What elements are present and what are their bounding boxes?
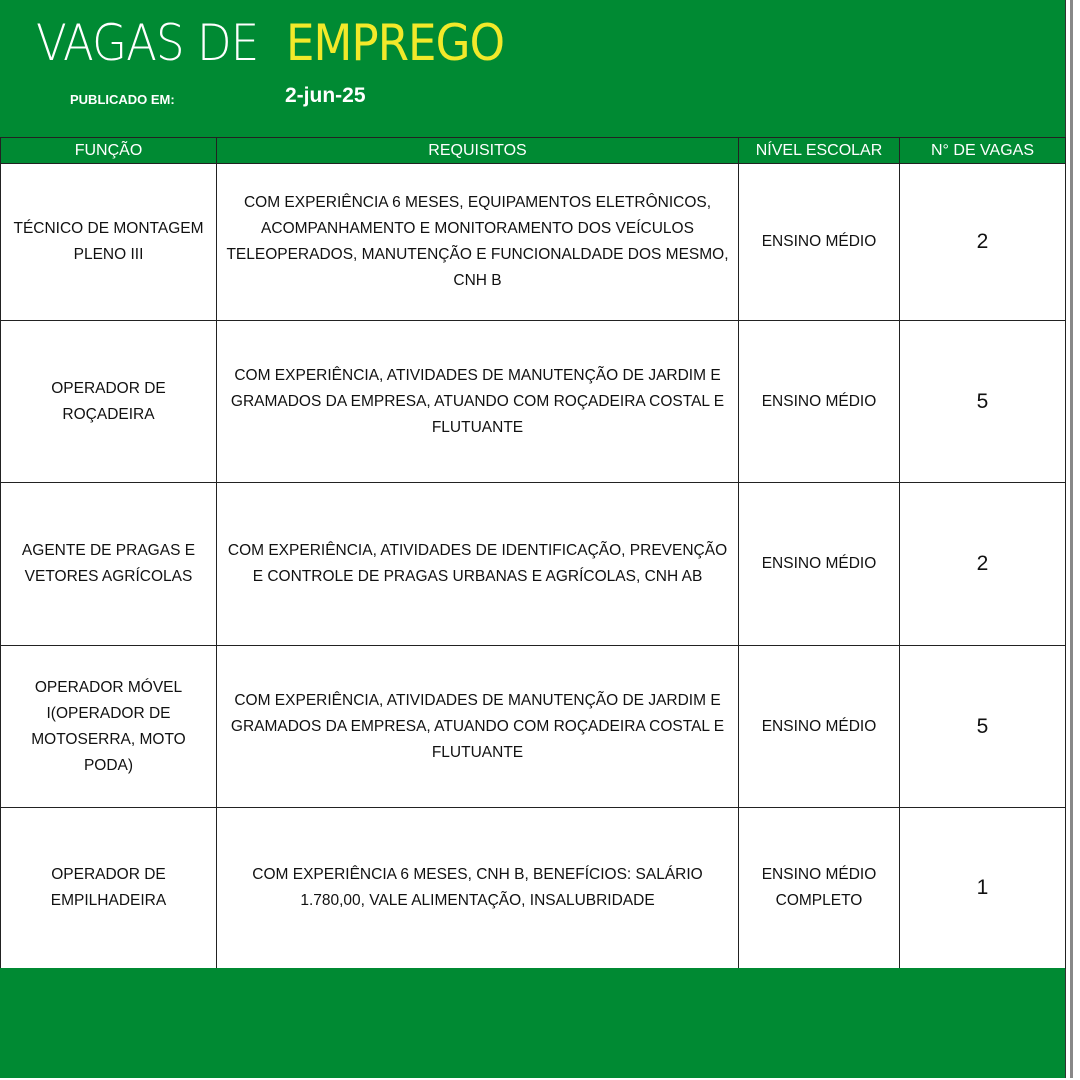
table-row bbox=[1, 164, 1066, 321]
cell-nivel: ENSINO MÉDIO bbox=[739, 321, 900, 483]
cell-requisitos: COM EXPERIÊNCIA, ATIVIDADES DE MANUTENÇÃO DE JARDIM E GRAMADOS DA EMPRESA, ATUANDO COM ROÇADEIRA COSTAL E FLUTUANTE bbox=[217, 646, 739, 808]
table-header-row bbox=[1, 138, 1066, 164]
cell-nivel: ENSINO MÉDIO bbox=[739, 483, 900, 646]
title-white: VAGAS DE bbox=[36, 14, 259, 72]
cell-requisitos: COM EXPERIÊNCIA, ATIVIDADES DE IDENTIFICAÇÃO, PREVENÇÃO E CONTROLE DE PRAGAS URBANAS E AGRÍCOLAS, CNH AB bbox=[217, 483, 739, 646]
col-header-funcao: FUNÇÃO bbox=[1, 138, 217, 164]
cell-requisitos: COM EXPERIÊNCIA 6 MESES, EQUIPAMENTOS ELETRÔNICOS, ACOMPANHAMENTO E MONITORAMENTO DOS VEÍCULOS TELEOPERADOS, MANUTENÇÃO E FUNCIONALDADE DOS MESMO, CNH B bbox=[217, 164, 739, 321]
header-banner bbox=[0, 0, 1065, 138]
table-row bbox=[1, 321, 1066, 483]
cell-vagas: 2 bbox=[900, 483, 1066, 646]
cell-vagas: 5 bbox=[900, 321, 1066, 483]
cell-vagas: 1 bbox=[900, 808, 1066, 969]
footer-banner bbox=[0, 968, 1065, 1078]
cell-funcao: OPERADOR DE EMPILHADEIRA bbox=[1, 808, 217, 969]
cell-funcao: AGENTE DE PRAGAS E VETORES AGRÍCOLAS bbox=[1, 483, 217, 646]
col-header-nivel: NÍVEL ESCOLAR bbox=[739, 138, 900, 164]
col-header-requisitos: REQUISITOS bbox=[217, 138, 739, 164]
page-edge bbox=[1070, 0, 1073, 1078]
title-yellow: EMPREGO bbox=[286, 14, 505, 72]
cell-requisitos: COM EXPERIÊNCIA 6 MESES, CNH B, BENEFÍCIOS: SALÁRIO 1.780,00, VALE ALIMENTAÇÃO, INSALUBRIDADE bbox=[217, 808, 739, 969]
cell-nivel: ENSINO MÉDIO COMPLETO bbox=[739, 808, 900, 969]
cell-nivel: ENSINO MÉDIO bbox=[739, 164, 900, 321]
col-header-vagas: N° DE VAGAS bbox=[900, 138, 1066, 164]
cell-nivel: ENSINO MÉDIO bbox=[739, 646, 900, 808]
cell-requisitos: COM EXPERIÊNCIA, ATIVIDADES DE MANUTENÇÃO DE JARDIM E GRAMADOS DA EMPRESA, ATUANDO COM ROÇADEIRA COSTAL E FLUTUANTE bbox=[217, 321, 739, 483]
table-row bbox=[1, 646, 1066, 808]
jobs-table bbox=[0, 137, 1066, 969]
published-label: PUBLICADO EM: bbox=[70, 92, 175, 107]
table-row bbox=[1, 483, 1066, 646]
cell-funcao: OPERADOR DE ROÇADEIRA bbox=[1, 321, 217, 483]
cell-vagas: 5 bbox=[900, 646, 1066, 808]
cell-vagas: 2 bbox=[900, 164, 1066, 321]
cell-funcao: OPERADOR MÓVEL I(OPERADOR DE MOTOSERRA, MOTO PODA) bbox=[1, 646, 217, 808]
table-row bbox=[1, 808, 1066, 969]
cell-funcao: TÉCNICO DE MONTAGEM PLENO III bbox=[1, 164, 217, 321]
published-date: 2-jun-25 bbox=[285, 84, 366, 107]
